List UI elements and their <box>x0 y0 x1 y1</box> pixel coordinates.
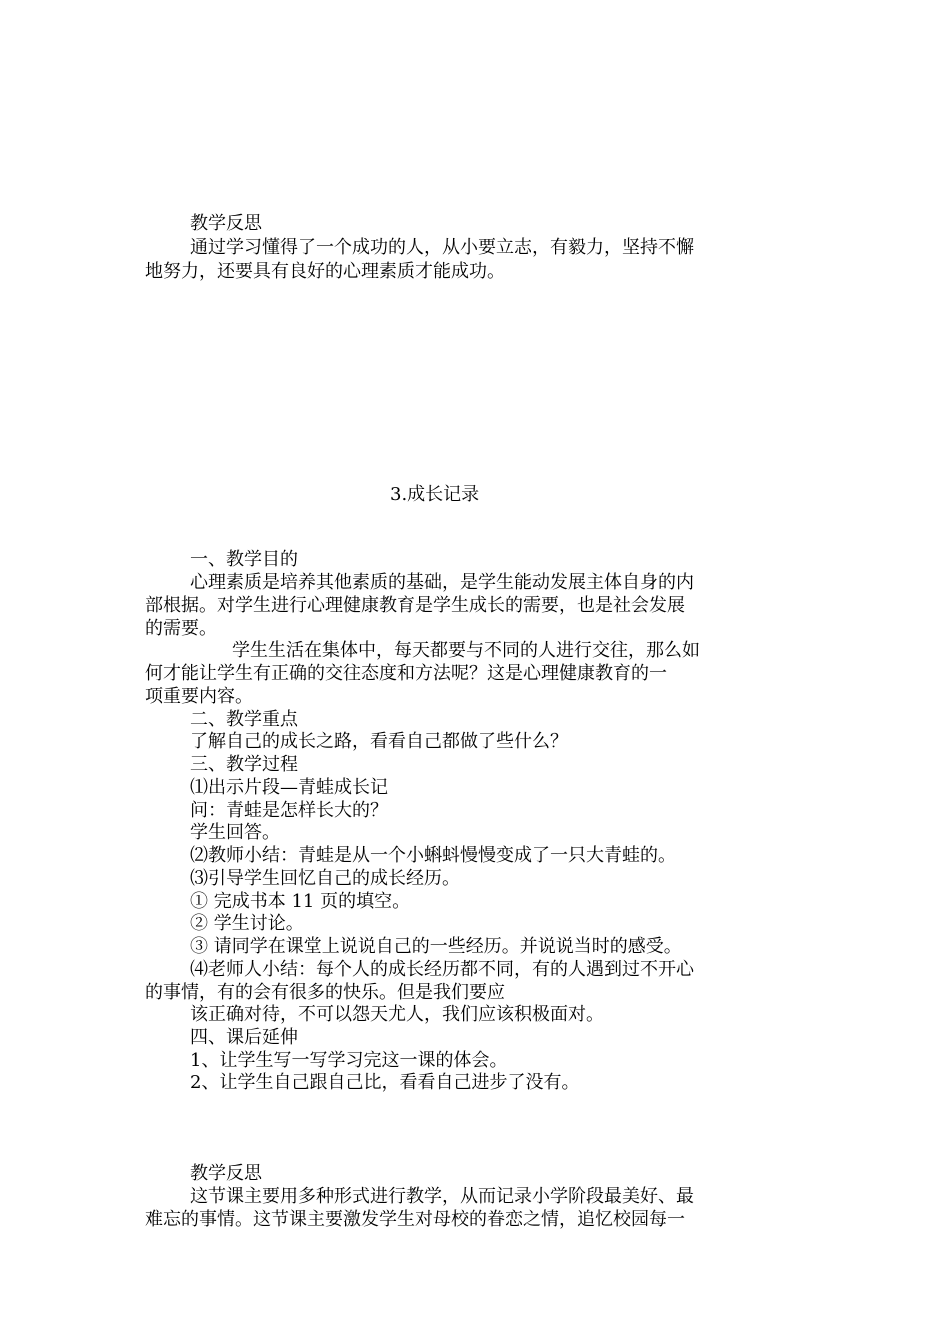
process-step: 的事情，有的会有很多的快乐。但是我们要应 <box>145 982 505 1003</box>
process-substep: ③ 请同学在课堂上说说自己的一些经历。并说说当时的感受。 <box>190 936 682 957</box>
process-step: ⑶引导学生回忆自己的成长经历。 <box>190 868 460 889</box>
paragraph-line: 的需要。 <box>145 618 217 639</box>
paragraph-line: 项重要内容。 <box>145 686 253 707</box>
section-heading-process: 三、教学过程 <box>190 754 298 775</box>
paragraph-line: 学生生活在集体中，每天都要与不同的人进行交往，那么如 <box>232 640 700 661</box>
lesson-title: 3.成长记录 <box>390 484 480 505</box>
reflection-text-line: 难忘的事情。这节课主要激发学生对母校的眷恋之情，追忆校园每一 <box>145 1209 685 1230</box>
process-step: 学生回答。 <box>190 822 280 843</box>
process-step: ⑷老师人小结：每个人的成长经历都不同，有的人遇到过不开心 <box>190 959 694 980</box>
paragraph-line: 心理素质是培养其他素质的基础，是学生能动发展主体自身的内 <box>190 572 694 593</box>
section-heading-objectives: 一、教学目的 <box>190 549 298 570</box>
process-step: ⑵教师小结：青蛙是从一个小蝌蚪慢慢变成了一只大青蛙的。 <box>190 845 676 866</box>
section-heading-extension: 四、课后延伸 <box>190 1027 298 1048</box>
process-step: 该正确对待，不可以怨天尤人，我们应该积极面对。 <box>190 1004 604 1025</box>
extension-item: 1、让学生写一写学习完这一课的体会。 <box>190 1050 508 1071</box>
extension-item: 2、让学生自己跟自己比，看看自己进步了没有。 <box>190 1072 580 1093</box>
process-substep: ② 学生讨论。 <box>190 913 304 934</box>
process-step: 问：青蛙是怎样长大的？ <box>190 800 388 821</box>
reflection-text-line: 这节课主要用多种形式进行教学，从而记录小学阶段最美好、最 <box>190 1186 694 1207</box>
process-step: ⑴出示片段—青蛙成长记 <box>190 777 388 798</box>
paragraph-line: 了解自己的成长之路，看看自己都做了些什么？ <box>190 731 568 752</box>
process-substep: ① 完成书本 11 页的填空。 <box>190 891 411 912</box>
reflection-text-line: 地努力，还要具有良好的心理素质才能成功。 <box>145 261 505 282</box>
paragraph-line: 何才能让学生有正确的交往态度和方法呢？这是心理健康教育的一 <box>145 663 667 684</box>
reflection-text-line: 通过学习懂得了一个成功的人，从小要立志，有毅力，坚持不懈 <box>190 237 694 258</box>
paragraph-line: 部根据。对学生进行心理健康教育是学生成长的需要，也是社会发展 <box>145 595 685 616</box>
reflection-heading: 教学反思 <box>190 213 262 234</box>
section-heading-focus: 二、教学重点 <box>190 709 298 730</box>
reflection-heading: 教学反思 <box>190 1163 262 1184</box>
